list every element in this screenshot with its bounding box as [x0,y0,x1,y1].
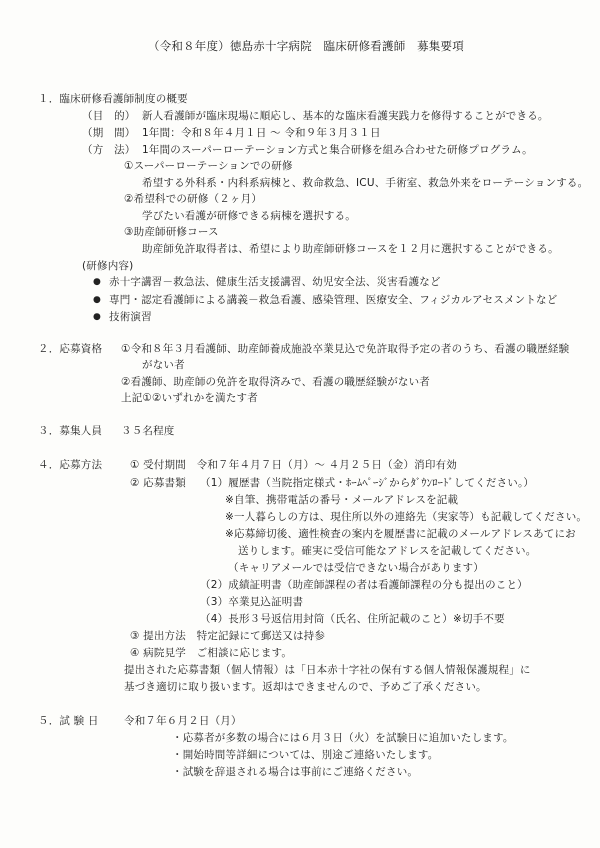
doc-transcript: （2）成績証明書（助産師課程の者は看護師課程の分も提出のこと） [200,579,528,591]
section-5-heading: ５．試 験 日 [38,715,99,727]
bullet-icon: ● [93,295,102,305]
documents-label: ② 応募書類 [130,477,186,489]
exam-date: 令和７年６月２日（月） [124,715,242,727]
page-title: （令和８年度）徳島赤十字病院 臨床研修看護師 募集要項 [148,39,464,53]
exam-note-1: ・応募者が多数の場合には６月３日（火）を試験日に追加いたします。 [172,732,514,744]
purpose-label: （目 的） [82,110,136,122]
resume-note-3: ※応募締切後、適性検査の案内を履歴書に記載のメールアドレスあてにお [225,528,576,540]
bullet-icon: ● [93,277,102,287]
period-label: （期 間） [82,127,136,139]
training-content-label: (研修内容) [82,260,134,272]
method-text: 1年間のスーパーローテーション方式と集合研修を組み合わせた研修プログラム。 [142,144,533,156]
doc-return-envelope: （4）長形３号返信用封筒（氏名、住所記載のこと）※切手不要 [200,613,505,625]
recruit-count: ３５名程度 [121,425,175,437]
method-label: （方 法） [82,144,136,156]
program-3-desc: 助産師免許取得者は、希望により助産師研修コースを１２月に選択することができる。 [142,243,559,255]
program-3-title: ③助産師研修コース [124,226,219,238]
qualification-2: ②看護師、助産師の免許を取得済みで、看護の職歴経験がない者 [121,376,431,388]
content-item-3: 技術演習 [109,311,152,323]
program-1-title: ①スーパーローテーションでの研修 [124,160,293,172]
program-2-desc: 学びたい看護が研修できる病棟を選択する。 [142,210,356,222]
resume-note-4: 送りします。確実に受信可能なアドレスを記載してください。 [238,545,537,557]
section-1-heading: １．臨床研修看護師制度の概要 [38,93,188,105]
resume-note-2: ※一人暮らしの方は、現住所以外の連絡先（実家等）も記載してください。 [225,511,588,523]
content-item-1: 赤十字講習－救急法、健康生活支援講習、幼児安全法、災害看護など [109,276,441,288]
section-4-heading: ４．応募方法 [38,459,103,471]
resume-note-5: （キャリアメールでは受信できない場合があります） [228,562,484,574]
period-text: 1年間：令和８年４月１日 ～ 令和９年３月３１日 [142,127,381,139]
program-1-desc: 希望する外科系・内科系病棟と、救命救急、ICU、手術室、救急外来をローテーションする。 [142,177,589,189]
qualification-1a: ①令和８年３月看護師、助産師養成施設卒業見込で免許取得予定の者のうち、看護の職歴経験 [121,343,570,355]
program-2-title: ②希望科での研修（２ヶ月） [124,193,263,205]
privacy-note-1: 提出された応募書類（個人情報）は「日本赤十字社の保有する個人情報保護規程」に [124,664,531,676]
submission-method: ③ 提出方法 特定記録にて郵送又は持参 [130,630,326,642]
section-2-heading: ２．応募資格 [38,343,103,355]
doc-graduation-cert: （3）卒業見込証明書 [200,596,304,608]
reception-period: ① 受付期間 令和７年４月７日（月）～ ４月２５日（金）消印有効 [130,459,457,471]
qualification-note: 上記①②いずれかを満たす者 [121,392,258,404]
content-item-2: 専門・認定看護師による講義－救急看護、感染管理、医療安全、フィジカルアセスメントなど [109,294,558,306]
section-3-heading: ３．募集人員 [38,425,103,437]
qualification-1b: がない者 [142,359,185,371]
resume-note-1: ※自筆、携帯電話の番号・メールアドレスを記載 [225,494,459,506]
bullet-icon: ● [93,312,102,322]
hospital-tour: ④ 病院見学 ご相談に応じます。 [130,647,293,659]
exam-note-3: ・試験を辞退される場合は事前にご連絡ください。 [172,766,419,778]
privacy-note-2: 基づき適切に取り扱います。返却はできませんので、予めご了承ください。 [124,681,487,693]
exam-note-2: ・開始時間等詳細については、別途ご連絡いたします。 [172,749,439,761]
doc-resume: （1）履歴書（当院指定様式・ﾎｰﾑﾍﾟｰｼﾞからﾀﾞｳﾝﾛｰﾄﾞしてください。） [200,477,535,489]
purpose-text: 新人看護師が臨床現場に順応し、基本的な臨床看護実践力を修得することができる。 [142,110,549,122]
